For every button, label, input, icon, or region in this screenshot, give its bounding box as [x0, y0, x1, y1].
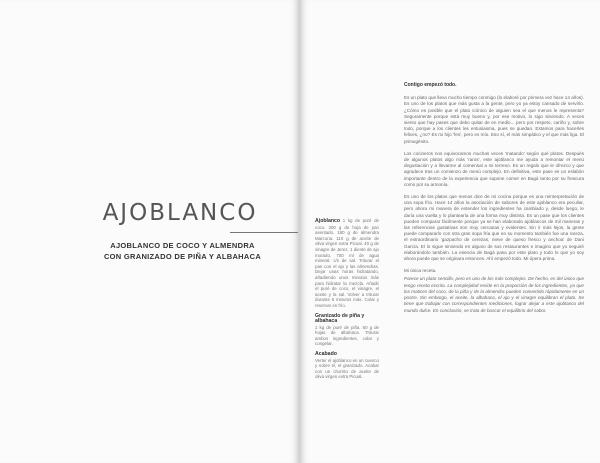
article-heading: Contigo empezó todo. [404, 82, 457, 88]
right-page [301, 0, 600, 463]
recipe-column [315, 218, 379, 385]
title-divider [230, 232, 298, 233]
article-italic-paragraph: Parece un plato sencillo, pero es uno de los más complejos. De hecho, es del único que tengo receta escrita. La complejidad reside en la proporción de los ingredientes, ya que los matices del coco, de la piña y de la almendra pueden convertirlo rápidamente en un postre. Sin embargo, el aceite, la albahaca, el ajo y el vinagre equilibran el plato. Se tiene que trabajar con correspondientes mediciones, lograr alejar a este ajoblanco del mundo dulce. En conclusión, se trata de buscar el equilibrio del sabor. [404, 276, 584, 313]
article-subheading: Mi única receta. [404, 268, 437, 274]
article-column [404, 82, 584, 320]
recipe-section-ajoblanco [315, 218, 379, 309]
article-paragraph: Es uno de los platos que menos dice de mi cocina porque es una reinterpretación de una sopa fría. Hace 14 años la asociación de sabores de este ajoblanco era peculiar, pero ahora mi manera de entender los ingredientes ha cambiado y, desde luego, le daría una vuelta y lo plantearía de una forma muy distinta. Es un pase que los clientes pueden comparar fácilmente porque ya se han elaborado ajoblancos de mil maneras y las referencias gustativas son muy cercanas y evidentes. Sin ir más lejos, la gente puede compararlo con otra gran sopa fría que en su momento también fue una rareza, el extraordinario 'gazpacho de cerezas, nieve de queso fresco y anchoa' de Dani García. El lo sigue sirviendo en alguno de sus restaurantes e imagino que yo seguiré elaborándolo también. La esencia de Bagá pasa por este plato y todo lo que yo soy ahora puede que se originara entonces. Ahí empezó todo. Mi ópera prima. [404, 194, 584, 262]
recipe-section-body: Verter el ajoblanco en un cuenco y sobre él, el granizado. Acabar con un chorrito de aceite de oliva virgen extra Picual. [315, 357, 379, 380]
recipe-section-granizado [315, 314, 379, 348]
recipe-section-text [315, 218, 379, 309]
recipe-section-heading: Ajoblanco [315, 218, 341, 224]
recipe-section-body: 1 kg de puré de coco. 300 g de hoja de pan asentado. 180 g de almendra Marcona. 110 g de aceite de oliva virgen extra Picual. 40 g de vinagre de Jerez. 1 diente de ajo morado. 700 ml de agua mineral. c/s de sal. Triturar el pan con el ajo y las almendras. Dejar unas horas hidratando, añadiendo unos minutos más para hidratar la mezcla. Añadir el puré de coco, el vinagre, el aceite y la sal. Volver a triturar durante 5 minutos más. Colar y reservar en frío. [315, 218, 379, 308]
recipe-title: AJOBLANCO [102, 200, 258, 226]
subtitle-line-1: AJOBLANCO DE COCO Y ALMENDRA [110, 241, 255, 250]
subtitle-line-2: CON GRANIZADO DE PIÑA Y ALBAHACA [103, 252, 262, 261]
article-paragraph: Los cocineros nos equivocamos muchas veces 'matando' según qué platos. Después de algunos platos algo más 'raros', este ajoblanco me ayuda a remontar el menú degustación y a llevarme al comensal a mi terreno. Es un regalo que le ofrezco y que agradece tras un comienzo de menú complejo. En definitiva, este pase es un eslabón importante dentro de la experiencia que supone comer en Bagá tanto por su frescura como por su armonía. [404, 150, 584, 187]
recipe-section-acabado [315, 352, 379, 380]
recipe-section-body: 1 kg de puré de piña. 60 g de hojas de albahaca. Triturar ambos ingredientes, colar y congelar. [315, 324, 379, 347]
article-paragraph: Es un plato que lleva mucho tiempo conmigo (lo elaboré por primera vez hace 14 años). Es uno de los platos que más gusta a la gente, pero yo ya estoy cansado de servirlo. ¿Cómo es posible que el plato icónico de alguien sea el que menos le representa? Seguramente porque está muy bueno y, por ese motivo, lo sigo sirviendo. A veces siento que hay pases que debo quitar de en medio... pero por respeto, cariño y, sobre todo, porque a los clientes les entusiasma, pues se quedan. Estamos para hacerles felices, ¿no? Es mi hijo 'feo', pero es mío. Eso sí, el más simpático y el que más liga. El primogénito. [404, 95, 584, 144]
recipe-subtitle [80, 240, 285, 262]
recipe-section-heading: Granizado de piña y albahaca [315, 312, 365, 325]
recipe-section-heading: Acabado [315, 351, 337, 358]
left-page [0, 0, 298, 463]
